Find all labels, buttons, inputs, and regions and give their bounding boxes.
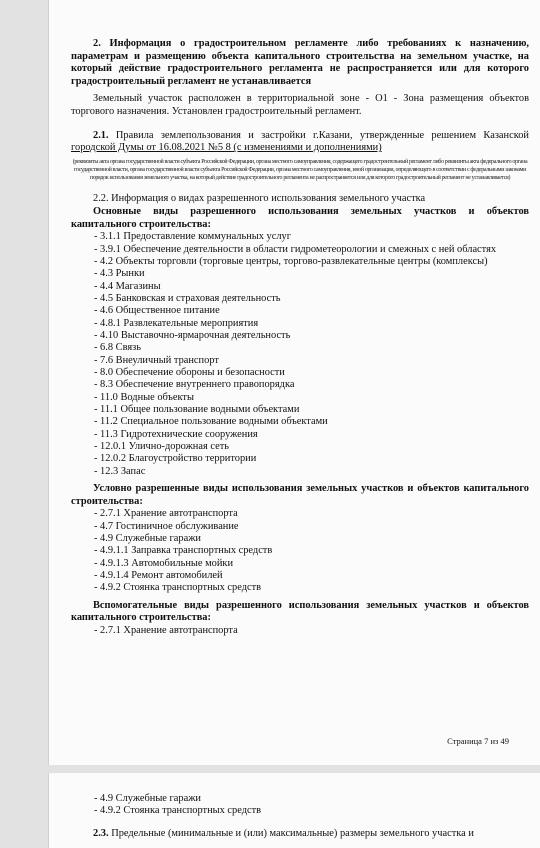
section-2-2: 2.2. Информация о видах разрешенного использования земельного участка xyxy=(93,193,426,205)
conditional-uses-heading: Условно разрешенные виды использования земельных участков и объектов капитального строительства: xyxy=(71,483,529,507)
list-item: - 4.2 Объекты торговли (торговые центры, торгово-развлекательные центры (комплексы) xyxy=(94,255,488,267)
list-item: - 4.5 Банковская и страховая деятельность xyxy=(94,292,281,304)
list-item: - 4.10 Выставочно-ярмарочная деятельность xyxy=(94,330,291,341)
list-item: - 11.1 Общее пользование водными объектами xyxy=(94,404,300,416)
section-2-1 xyxy=(71,130,529,155)
section-2-1-text-a: Правила землепользования и застройки г.Казани, утвержденные решением Казанской xyxy=(115,129,529,141)
continued-uses-list xyxy=(71,793,529,818)
list-item: - 7.6 Внеуличный транспорт xyxy=(94,354,219,366)
list-item: - 12.0.2 Благоустройство территории xyxy=(94,453,257,465)
list-item: - 8.0 Обеспечение обороны и безопасности xyxy=(94,367,285,379)
list-item: - 2.7.1 Хранение автотранспорта xyxy=(94,624,238,636)
list-item: - 4.9.1.1 Заправка транспортных средств xyxy=(94,545,273,557)
list-item: - 11.2 Специальное пользование водными объектами xyxy=(94,416,328,428)
page-content xyxy=(71,38,529,637)
list-item: - 4.6 Общественное питание xyxy=(94,305,220,317)
list-item: - 4.9.1.4 Ремонт автомобилей xyxy=(94,570,223,582)
list-item: - 11.0 Водные объекты xyxy=(94,391,194,403)
conditional-uses-list xyxy=(71,508,529,594)
list-item: - 4.9 Служебные гаражи xyxy=(94,793,201,804)
list-item: - 8.3 Обеспечение внутреннего правопорядка xyxy=(94,379,295,391)
list-item: - 4.9.1.3 Автомобильные мойки xyxy=(94,557,234,569)
list-item: - 4.8.1 Развлекательные мероприятия xyxy=(94,317,259,329)
list-item: - 3.9.1 Обеспечение деятельности в области гидрометеорологии и смежных с ней областях xyxy=(94,243,497,255)
section-2-1-note: (реквизиты акта органа государственной власти субъекта Российской Федерации, органа местного самоуправления, содержащего градостроительный регламент либо реквизиты акта федерального органа государственной власти, органа государственной власти субъекта Российской Федерации, органа местного самоуправления, иной организации, определяющего в соответствии с федеральными законами порядок использования земельного участка, на который действие градостроительного регламента не распространяется или для которого градостроительный регламент не устанавливается) xyxy=(72,158,528,181)
list-item: - 2.7.1 Хранение автотранспорта xyxy=(94,508,238,520)
document-page-8 xyxy=(48,773,540,848)
list-item: - 4.3 Рынки xyxy=(94,268,145,280)
list-item: - 3.1.1 Предоставление коммунальных услуг xyxy=(94,231,291,243)
zone-text: Земельный участок расположен в территориальной зоне - О1 - Зона размещения объектов торгового назначения. Установлен градостроительный регламент. xyxy=(71,93,529,117)
document-page-7 xyxy=(48,0,540,765)
page-footer: Страница 7 из 49 xyxy=(447,736,509,746)
section-2-1-number: 2.1. xyxy=(93,129,109,141)
list-item: - 4.7 Гостиничное обслуживание xyxy=(94,520,239,532)
section-2-3-text: Предельные (минимальные и (или) максимальные) размеры земельного участка и xyxy=(111,827,474,839)
list-item: - 4.9 Служебные гаражи xyxy=(94,533,201,544)
section-2-3-number: 2.3. xyxy=(93,827,109,839)
list-item: - 4.9.2 Стоянка транспортных средств xyxy=(94,805,262,817)
list-item: - 4.4 Магазины xyxy=(94,280,161,292)
section-2-title: 2. Информация о градостроительном регламенте либо требованиях к назначению, параметрам и размещению объекта капитального строительства на земельном участке, на который действие градостроительного регламента не распространяется или для которого градостроительный регламент не устанавливается xyxy=(71,38,529,87)
list-item: - 6.8 Связь xyxy=(94,342,141,354)
page-8-content xyxy=(71,793,529,840)
list-item: - 12.3 Запас xyxy=(94,465,146,477)
main-uses-list xyxy=(71,231,529,478)
list-item: - 12.0.1 Улично-дорожная сеть xyxy=(94,441,229,453)
list-item: - 11.3 Гидротехнические сооружения xyxy=(94,428,258,440)
list-item: - 4.9.2 Стоянка транспортных средств xyxy=(94,582,262,594)
section-2-3 xyxy=(71,828,529,841)
auxiliary-uses-list xyxy=(71,625,529,637)
main-uses-heading: Основные виды разрешенного использования земельных участков и объектов капитального строительства: xyxy=(71,206,529,230)
section-2-1-text-underlined: городской Думы от 16.08.2021 №5 8 (с изменениями и дополнениями) xyxy=(71,142,382,154)
auxiliary-uses-heading: Вспомогательные виды разрешенного использования земельных участков и объектов капитального строительства: xyxy=(71,599,529,624)
